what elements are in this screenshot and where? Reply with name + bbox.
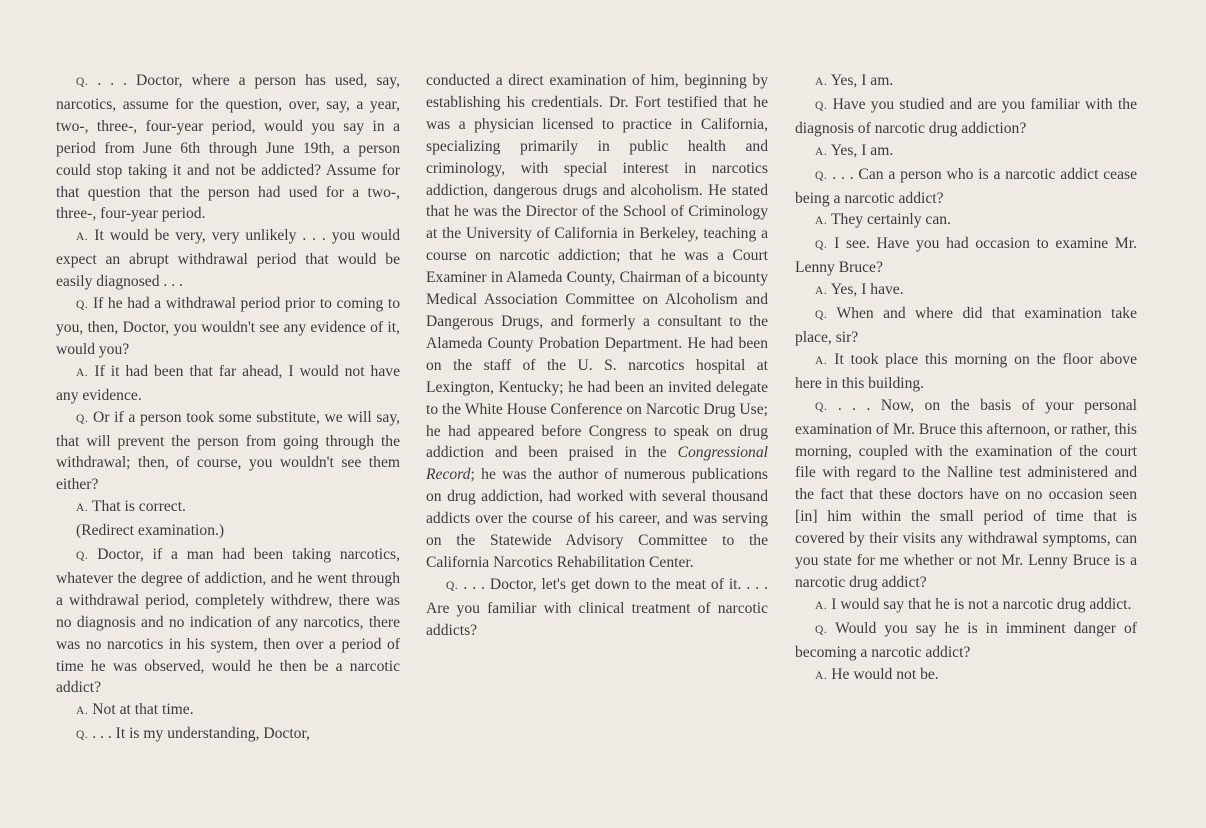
paragraph <box>56 544 400 699</box>
paragraph-text: They certainly can. <box>827 211 951 229</box>
speaker-label: Q. <box>76 299 89 312</box>
speaker-label: Q. <box>76 412 89 425</box>
speaker-label: A. <box>815 354 828 367</box>
speaker-label: Q. <box>815 239 828 252</box>
paragraph-text: . . . Doctor, where a person has used, say, narcotics, assume for the question, over, say, a year, two-, three-, four-year period, would you say in a period from June 6th through June 19th, a person could stop taking it and not be addicted? Assume for that question that the person had used for a two-, three-, four-year period. <box>56 72 400 223</box>
speaker-label: A. <box>815 669 828 682</box>
paragraph <box>56 361 400 407</box>
speaker-label: A. <box>76 705 89 718</box>
paragraph-text: If it had been that far ahead, I would not have any evidence. <box>56 362 400 404</box>
paragraph <box>56 723 400 747</box>
paragraph-text: Yes, I am. <box>827 72 894 89</box>
paragraph <box>795 303 1137 349</box>
speaker-label: Q. <box>76 550 89 563</box>
paragraph-text: If he had a withdrawal period prior to coming to you, then, Doctor, you wouldn't see any evidence of it, would you? <box>56 295 400 358</box>
paragraph <box>795 279 1137 303</box>
paragraph <box>56 699 400 723</box>
paragraph-text: When and where did that examination take place, sir? <box>795 305 1137 346</box>
paragraph-text: Doctor, if a man had been taking narcotics, whatever the degree of addiction, and he went through a withdrawal period, completely withdrew, there was no diagnosis and no indication of any narcotics, there was no narcotics in his system, then over a period of time he was observed, would he then be a narcotic addict? <box>56 546 400 697</box>
paragraph-text: I would say that he is not a narcotic drug addict. <box>827 595 1132 613</box>
speaker-label: Q. <box>446 579 459 592</box>
publication-title: Congressional Record <box>426 444 768 484</box>
paragraph <box>795 70 1137 94</box>
paragraph-text: That is correct. <box>88 498 186 516</box>
paragraph <box>795 618 1137 664</box>
speaker-label: A. <box>815 285 828 298</box>
paragraph-text: I see. Have you had occasion to examine Mr. Lenny Bruce? <box>795 235 1137 277</box>
paragraph <box>795 395 1137 594</box>
narrative-text: conducted a direct examination of him, beginning by establishing his credentials. Dr. Fort testified that he was a physician licensed to practice in California, specializing primarily in public health and criminology, with special interest in narcotics addiction, dangerous drugs and alcoholism. He stated that he was the Director of the School of Criminology at the University of California in Berkeley, teaching a course on narcotic addiction; that he was a Court Examiner in Alameda County, Chairman of a bicounty Medical Association Committee on Alcoholism and Dangerous Drugs, and formerly a consultant to the Alameda County Probation Department. He had been on the staff of the U. S. narcotics hospital at Lexington, Kentucky; he had been an invited delegate to the White House Conference on Narcotic Drug Use; he had appeared before Congress to speak on drug addiction and been praised in the <box>426 72 768 462</box>
paragraph <box>426 574 768 642</box>
paragraph-text: . . . Now, on the basis of your personal examination of Mr. Bruce this afternoon, or rather, this morning, coupled with the examination of the court file with regard to the Nalline test administered and the fact that these doctors have on no occasion seen [in] him within the small period of time that is covered by their visits any withdrawal symptoms, can you state for me whether or not Mr. Lenny Bruce is a narcotic drug addict? <box>795 396 1137 591</box>
speaker-label: Q. <box>76 729 89 742</box>
paragraph-text: (Redirect examination.) <box>76 522 225 540</box>
paragraph-text: Have you studied and are you familiar with the diagnosis of narcotic drug addiction? <box>795 95 1137 137</box>
speaker-label: A. <box>76 231 89 244</box>
speaker-label: A. <box>76 366 89 379</box>
speaker-label: Q. <box>815 400 828 413</box>
paragraph <box>795 164 1137 210</box>
paragraph-text: . . . It is my understanding, Doctor, <box>88 725 310 743</box>
speaker-label: A. <box>815 599 828 612</box>
speaker-label: A. <box>815 215 828 228</box>
text-column-middle <box>426 70 768 642</box>
paragraph <box>56 407 400 497</box>
paragraph <box>56 520 400 544</box>
paragraph <box>795 349 1137 395</box>
paragraph-text: Not at that time. <box>88 701 194 719</box>
paragraph <box>795 140 1137 164</box>
paragraph-text: It would be very, very unlikely . . . you would expect an abrupt withdrawal period that would be easily diagnosed . . . <box>56 227 400 291</box>
paragraph <box>56 496 400 520</box>
paragraph-text: Would you say he is in imminent danger of becoming a narcotic addict? <box>795 619 1137 661</box>
speaker-label: Q. <box>815 623 828 636</box>
paragraph-text: . . . Can a person who is a narcotic addict cease being a narcotic addict? <box>795 165 1137 207</box>
paragraph-text: It took place this morning on the floor above here in this building. <box>795 350 1137 392</box>
speaker-label: A. <box>815 145 828 158</box>
paragraph <box>795 594 1137 618</box>
narrative-text: ; he was the author of numerous publications on drug addiction, had worked with several thousand addicts over the course of his career, and was serving on the Statewide Advisory Committee to the California Narcotics Rehabilitation Center. <box>426 466 768 571</box>
speaker-label: A. <box>815 76 828 88</box>
paragraph <box>795 94 1137 140</box>
paragraph <box>56 225 400 293</box>
speaker-label: Q. <box>815 99 828 112</box>
paragraph <box>795 664 1137 688</box>
paragraph-text: . . . Doctor, let's get down to the meat of it. . . . Are you familiar with clinical treatment of narcotic addicts? <box>426 575 768 639</box>
paragraph <box>795 209 1137 233</box>
speaker-label: Q. <box>815 309 828 322</box>
paragraph-text: Yes, I have. <box>827 281 904 299</box>
speaker-label: Q. <box>815 169 828 182</box>
text-column-right <box>795 70 1137 687</box>
speaker-label: Q. <box>76 76 89 88</box>
paragraph <box>56 293 400 361</box>
paragraph-text: Yes, I am. <box>827 141 894 159</box>
paragraph <box>56 70 400 225</box>
text-column-left <box>56 70 400 747</box>
paragraph-text: He would not be. <box>827 665 939 683</box>
speaker-label: A. <box>76 502 89 515</box>
paragraph <box>795 233 1137 279</box>
paragraph-text: Or if a person took some substitute, we will say, that will prevent the person from going through the withdrawal; then, of course, you wouldn't see them either? <box>56 408 400 494</box>
narrative-paragraph <box>426 70 768 574</box>
